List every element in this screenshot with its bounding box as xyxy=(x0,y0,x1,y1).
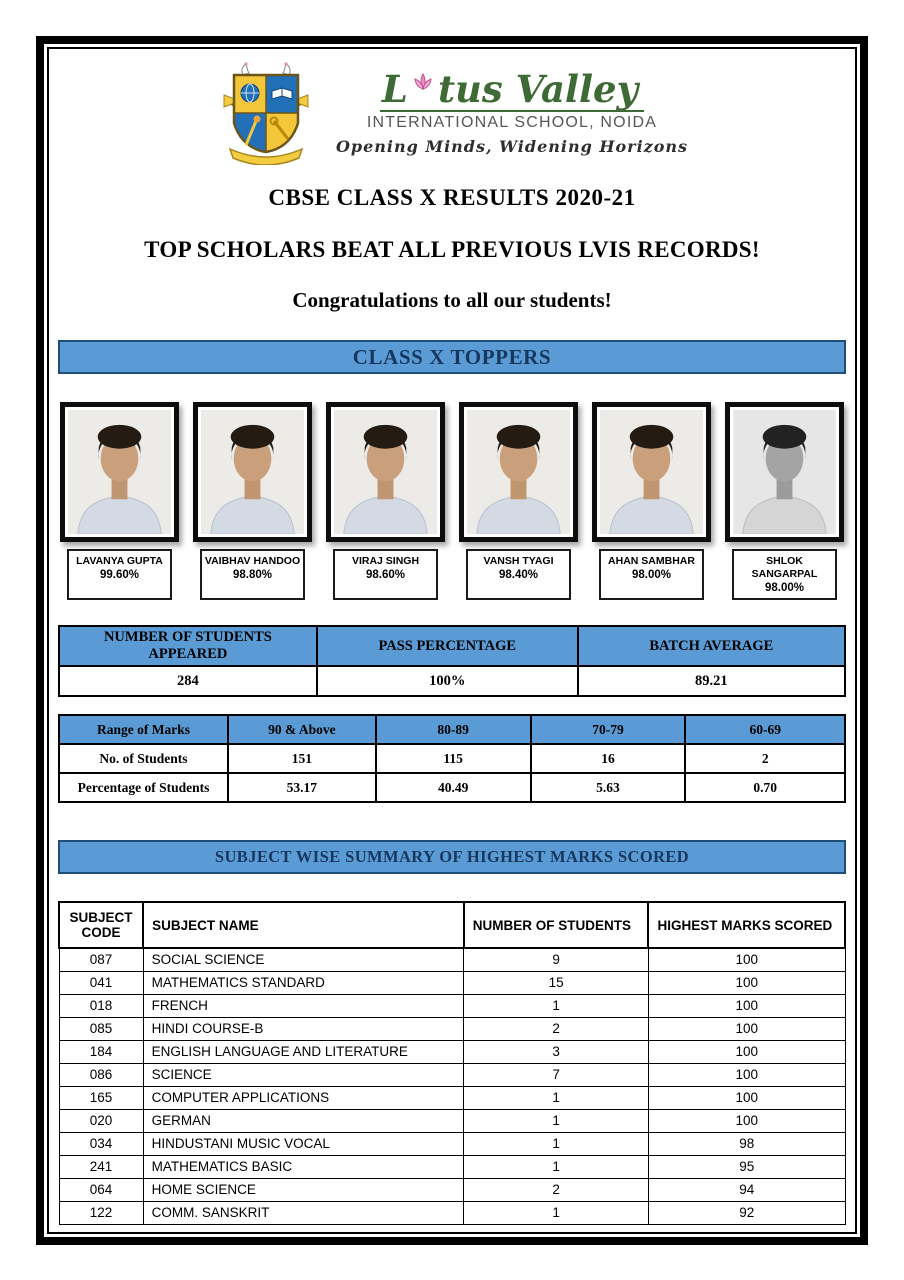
subject-table-row xyxy=(59,1178,845,1201)
highest-marks-cell: 94 xyxy=(648,1178,845,1201)
subject-name-cell: MATHEMATICS STANDARD xyxy=(143,971,464,994)
highest-marks-cell: 92 xyxy=(648,1201,845,1224)
num-students-cell: 1 xyxy=(464,1132,649,1155)
highest-marks-cell: 100 xyxy=(648,1086,845,1109)
subject-name-cell: MATHEMATICS BASIC xyxy=(143,1155,464,1178)
subject-name-cell: HINDUSTANI MUSIC VOCAL xyxy=(143,1132,464,1155)
num-students-cell: 1 xyxy=(464,1155,649,1178)
student-percentage: 98.00% xyxy=(631,569,671,581)
marks-range-table xyxy=(58,714,846,803)
name-plate xyxy=(466,549,571,600)
subject-code-cell: 085 xyxy=(59,1017,143,1040)
highest-marks-cell: 100 xyxy=(648,1063,845,1086)
student-percentage: 98.40% xyxy=(498,569,538,581)
range-header-cell: 70-79 xyxy=(531,715,686,744)
highest-marks-cell: 100 xyxy=(648,994,845,1017)
subject-table-row xyxy=(59,1017,845,1040)
subject-header-cell: SUBJECT NAME xyxy=(143,902,464,948)
student-photo xyxy=(201,410,304,534)
photo-frame xyxy=(326,402,445,542)
student-photo xyxy=(334,410,437,534)
subject-code-cell: 041 xyxy=(59,971,143,994)
subject-header-cell: SUBJECT CODE xyxy=(59,902,143,948)
range-header-cell: 90 & Above xyxy=(228,715,376,744)
num-students-cell: 2 xyxy=(464,1017,649,1040)
subject-name-cell: SOCIAL SCIENCE xyxy=(143,948,464,971)
subject-code-cell: 020 xyxy=(59,1109,143,1132)
subject-code-cell: 064 xyxy=(59,1178,143,1201)
subject-summary-table xyxy=(58,901,846,1225)
photo-frame xyxy=(193,402,312,542)
highest-marks-cell: 98 xyxy=(648,1132,845,1155)
student-percentage: 99.60% xyxy=(99,569,139,581)
range-header-cell: 60-69 xyxy=(685,715,845,744)
stats-header-cell: BATCH AVERAGE xyxy=(578,626,845,666)
stats-header-cell: PASS PERCENTAGE xyxy=(317,626,578,666)
num-students-cell: 2 xyxy=(464,1178,649,1201)
subject-name-cell: GERMAN xyxy=(143,1109,464,1132)
name-plate xyxy=(599,549,704,600)
name-plate xyxy=(333,549,438,600)
student-photo xyxy=(733,410,836,534)
range-header-cell: Range of Marks xyxy=(59,715,228,744)
subject-table-row xyxy=(59,1086,845,1109)
subject-table-row xyxy=(59,1201,845,1224)
school-crest-icon xyxy=(216,61,316,165)
topper-photos-row xyxy=(58,402,846,542)
range-value-cell: 53.17 xyxy=(228,773,376,802)
subject-table-row xyxy=(59,994,845,1017)
subject-table-row xyxy=(59,1040,845,1063)
name-plate xyxy=(200,549,305,600)
range-row-label: Percentage of Students xyxy=(59,773,228,802)
results-poster-page xyxy=(36,36,868,1245)
subject-name-cell: ENGLISH LANGUAGE AND LITERATURE xyxy=(143,1040,464,1063)
student-name: VAIBHAV HANDOO xyxy=(204,555,301,567)
photo-frame xyxy=(592,402,711,542)
stats-value-cell: 89.21 xyxy=(578,666,845,696)
num-students-cell: 1 xyxy=(464,1109,649,1132)
subject-name-cell: HINDI COURSE-B xyxy=(143,1017,464,1040)
student-name: AHAN SAMBHAR xyxy=(608,555,695,567)
school-logo xyxy=(58,61,846,167)
highest-marks-cell: 100 xyxy=(648,1017,845,1040)
subject-table-row xyxy=(59,971,845,994)
range-value-cell: 16 xyxy=(531,744,686,773)
class-x-toppers-banner: CLASS X TOPPERS xyxy=(58,340,846,374)
student-photo xyxy=(600,410,703,534)
results-title: CBSE CLASS X RESULTS 2020-21 xyxy=(268,185,636,210)
congratulations-text: Congratulations to all our students! xyxy=(292,288,612,312)
stats-header-cell: NUMBER OF STUDENTS APPEARED xyxy=(59,626,317,666)
subject-table-row xyxy=(59,1155,845,1178)
num-students-cell: 1 xyxy=(464,1086,649,1109)
range-row-label: No. of Students xyxy=(59,744,228,773)
subject-name-cell: HOME SCIENCE xyxy=(143,1178,464,1201)
student-card xyxy=(592,402,711,542)
subject-code-cell: 184 xyxy=(59,1040,143,1063)
range-value-cell: 5.63 xyxy=(531,773,686,802)
school-name-script xyxy=(380,69,644,112)
photo-frame xyxy=(459,402,578,542)
highest-marks-cell: 100 xyxy=(648,948,845,971)
photo-frame xyxy=(725,402,844,542)
stats-value-cell: 284 xyxy=(59,666,317,696)
num-students-cell: 3 xyxy=(464,1040,649,1063)
student-name: VIRAJ SINGH xyxy=(351,555,420,567)
student-card xyxy=(459,402,578,542)
student-card xyxy=(326,402,445,542)
student-photo xyxy=(467,410,570,534)
lotus-icon xyxy=(410,72,436,98)
subject-code-cell: 034 xyxy=(59,1132,143,1155)
subject-header-cell: HIGHEST MARKS SCORED xyxy=(648,902,845,948)
school-name-block xyxy=(336,61,688,156)
school-name-part1: L xyxy=(381,67,408,111)
student-card xyxy=(193,402,312,542)
range-value-cell: 151 xyxy=(228,744,376,773)
records-subtitle: TOP SCHOLARS BEAT ALL PREVIOUS LVIS RECORDS! xyxy=(144,237,760,262)
range-value-cell: 115 xyxy=(376,744,531,773)
subject-name-cell: COMPUTER APPLICATIONS xyxy=(143,1086,464,1109)
range-value-cell: 0.70 xyxy=(685,773,845,802)
highest-marks-cell: 100 xyxy=(648,971,845,994)
topper-names-row xyxy=(58,549,846,600)
subject-table-row xyxy=(59,1132,845,1155)
stats-value-cell: 100% xyxy=(317,666,578,696)
range-value-cell: 2 xyxy=(685,744,845,773)
highest-marks-cell: 95 xyxy=(648,1155,845,1178)
subject-table-row xyxy=(59,948,845,971)
student-name: VANSH TYAGI xyxy=(483,555,554,567)
student-name: LAVANYA GUPTA xyxy=(76,555,163,567)
subject-summary-banner: SUBJECT WISE SUMMARY OF HIGHEST MARKS SCORED xyxy=(58,840,846,874)
subject-code-cell: 241 xyxy=(59,1155,143,1178)
subject-code-cell: 086 xyxy=(59,1063,143,1086)
subject-name-cell: COMM. SANSKRIT xyxy=(143,1201,464,1224)
num-students-cell: 7 xyxy=(464,1063,649,1086)
range-value-cell: 40.49 xyxy=(376,773,531,802)
subject-name-cell: SCIENCE xyxy=(143,1063,464,1086)
subject-code-cell: 087 xyxy=(59,948,143,971)
student-percentage: 98.00% xyxy=(764,582,804,594)
batch-stats-table xyxy=(58,625,846,697)
subject-name-cell: FRENCH xyxy=(143,994,464,1017)
page-border-inner xyxy=(47,47,857,1234)
highest-marks-cell: 100 xyxy=(648,1109,845,1132)
range-header-cell: 80-89 xyxy=(376,715,531,744)
school-name-part2: tus Valley xyxy=(437,67,639,111)
subject-code-cell: 165 xyxy=(59,1086,143,1109)
photo-frame xyxy=(60,402,179,542)
subject-table-row xyxy=(59,1063,845,1086)
student-card xyxy=(725,402,844,542)
student-name: SHLOK SANGARPAL xyxy=(751,555,818,580)
num-students-cell: 1 xyxy=(464,994,649,1017)
school-tagline: Opening Minds, Widening Horizons xyxy=(335,137,689,156)
subject-header-cell: NUMBER OF STUDENTS xyxy=(464,902,649,948)
highest-marks-cell: 100 xyxy=(648,1040,845,1063)
num-students-cell: 9 xyxy=(464,948,649,971)
subject-code-cell: 018 xyxy=(59,994,143,1017)
student-percentage: 98.80% xyxy=(232,569,272,581)
student-card xyxy=(60,402,179,542)
num-students-cell: 1 xyxy=(464,1201,649,1224)
subject-table-row xyxy=(59,1109,845,1132)
name-plate xyxy=(732,549,837,600)
student-photo xyxy=(68,410,171,534)
subject-code-cell: 122 xyxy=(59,1201,143,1224)
school-subtitle: INTERNATIONAL SCHOOL, NOIDA xyxy=(366,114,658,131)
student-percentage: 98.60% xyxy=(365,569,405,581)
num-students-cell: 15 xyxy=(464,971,649,994)
name-plate xyxy=(67,549,172,600)
